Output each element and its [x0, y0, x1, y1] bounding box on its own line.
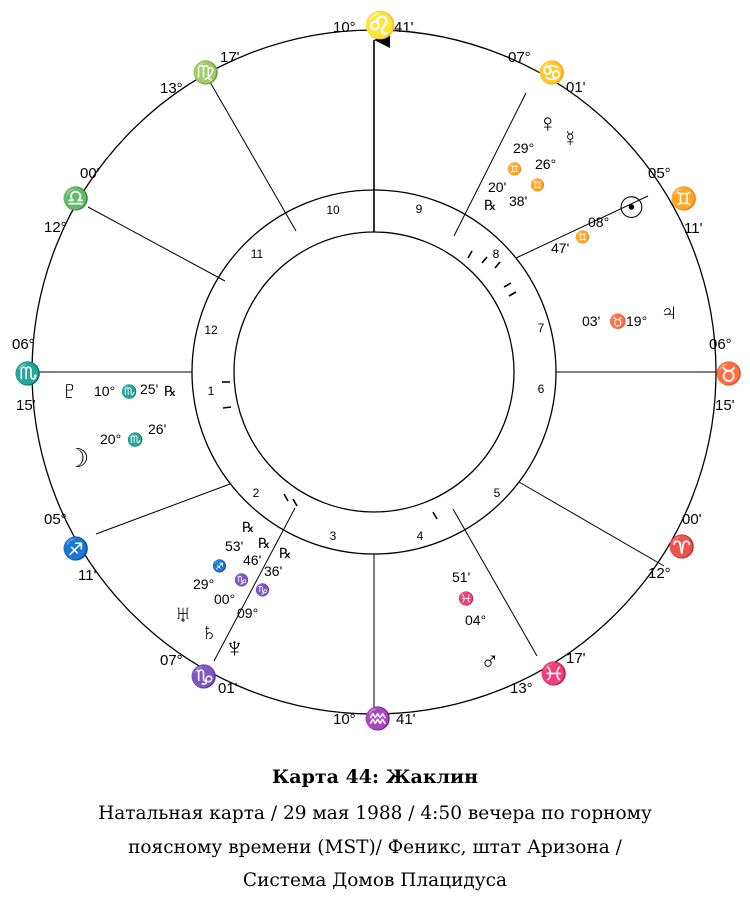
pluto-icon: ♇: [60, 375, 80, 405]
house-numbers: [204, 202, 544, 543]
uranus-retrograde-icon: ℞: [242, 519, 255, 535]
jupiter-degree: 19°: [626, 313, 648, 329]
cusp-labels: [12, 10, 742, 731]
mercury-degree: 26°: [535, 156, 557, 172]
house-number-5: 5: [493, 486, 501, 500]
cusp9-minutes: 17': [220, 49, 240, 66]
gemini-sign-icon: ♊: [670, 186, 698, 211]
aquarius-sign-icon: ♒: [364, 706, 392, 731]
cusp6-minutes: 11': [78, 567, 97, 584]
neptune-retrograde-icon: ℞: [279, 545, 292, 561]
house-number-4: 4: [416, 529, 424, 543]
moon-minutes: 26': [148, 421, 167, 437]
pluto-sign: ♏: [121, 384, 138, 399]
sun-degree: 08°: [588, 214, 610, 230]
mars-degree: 04°: [465, 612, 487, 628]
sun-sign: ♊: [575, 230, 590, 244]
house-number-1: 1: [207, 384, 215, 398]
cusp5-minutes: 01': [218, 680, 238, 697]
cusp9-degree: 13°: [160, 80, 183, 97]
pluto-retrograde-icon: ℞: [164, 383, 177, 399]
mars-icon: ♂: [480, 646, 500, 676]
ic-minutes: 41': [396, 711, 416, 728]
house-number-2: 2: [252, 486, 260, 500]
cusp2-minutes: 00': [682, 511, 702, 528]
dsc-degree: 06°: [12, 336, 35, 353]
saturn-degree: 00°: [214, 591, 236, 607]
jupiter-sign: ♉: [609, 313, 627, 329]
asc-minutes: 15': [715, 397, 735, 414]
neptune-minutes: 36': [264, 563, 283, 579]
house-number-6: 6: [537, 382, 545, 396]
cusp8-minutes: 00': [80, 165, 100, 182]
house-number-7: 7: [537, 321, 545, 335]
uranus-degree: 29°: [193, 576, 215, 592]
pluto-degree: 10°: [94, 383, 116, 399]
planets-lower-right: [452, 569, 500, 676]
planets-lower-left: [174, 519, 292, 663]
chart-title: Карта 44: Жаклин: [271, 766, 478, 788]
uranus-icon: ♅: [174, 601, 192, 628]
aries-sign-icon: ♈: [668, 534, 696, 559]
chart-subtitle-line-2: поясному времени (MST)/ Феникс, штат Аризона /: [128, 837, 622, 858]
cusp11-minutes: 01': [566, 79, 586, 96]
leo-sign-icon: ♌: [364, 10, 397, 40]
venus-minutes: 20': [488, 179, 507, 195]
chart-subtitle-line-1: Натальная карта / 29 мая 1988 / 4:50 вечера по горному: [98, 803, 652, 824]
cusp2-degree: 12°: [648, 565, 671, 582]
mercury-sign: ♊: [530, 178, 545, 192]
house-number-8: 8: [492, 247, 500, 261]
libra-sign-icon: ♎: [62, 186, 90, 211]
neptune-sign: ♑: [255, 583, 270, 597]
house-number-12: 12: [204, 323, 218, 337]
cusp5-degree: 07°: [160, 652, 183, 669]
cusp3-degree: 13°: [510, 680, 533, 697]
sun-minutes: 47': [551, 240, 570, 256]
middle-ring: [192, 190, 556, 554]
moon-degree: 20°: [100, 431, 122, 447]
cusp12-degree: 05°: [648, 165, 671, 182]
pisces-sign-icon: ♓: [540, 661, 568, 686]
planets-left: [60, 375, 177, 473]
mc-minutes: 41': [394, 19, 414, 36]
cusp12-minutes: 11': [684, 220, 703, 237]
inner-ring: [234, 232, 514, 512]
capricorn-sign-icon: ♑: [190, 664, 218, 689]
cusp11-degree: 07°: [508, 49, 531, 66]
venus-icon: ♀: [538, 108, 558, 138]
house-number-9: 9: [415, 202, 423, 216]
mc-degree: 10°: [333, 19, 356, 36]
neptune-icon: ♆: [224, 632, 245, 663]
neptune-degree: 09°: [237, 605, 259, 621]
uranus-sign: ♐: [212, 559, 227, 573]
dsc-minutes: 15': [16, 397, 36, 414]
jupiter-minutes: 03': [582, 313, 601, 329]
jupiter-icon: ♃: [660, 299, 678, 326]
house-number-11: 11: [250, 247, 264, 261]
saturn-sign: ♑: [234, 573, 249, 587]
venus-retrograde-icon: ℞: [484, 197, 497, 213]
asc-degree: 06°: [709, 336, 732, 353]
scorpio-sign-icon: ♏: [14, 361, 42, 386]
mars-minutes: 51': [452, 569, 471, 585]
mars-sign: ♓: [458, 591, 475, 606]
planets-upper-right: [484, 108, 678, 330]
cusp6-degree: 05°: [44, 511, 67, 528]
virgo-sign-icon: ♍: [192, 60, 220, 85]
planet-position-ticks: [222, 251, 516, 519]
cusp8-degree: 12°: [44, 219, 67, 236]
mercury-icon: ☿: [562, 126, 579, 151]
venus-sign: ♊: [507, 162, 522, 176]
pluto-minutes: 25': [140, 381, 159, 397]
mercury-minutes: 38': [509, 193, 528, 209]
saturn-retrograde-icon: ℞: [258, 535, 271, 551]
sun-icon: ☉: [618, 192, 645, 225]
venus-degree: 29°: [513, 140, 535, 156]
house-number-10: 10: [326, 203, 340, 217]
sagittarius-sign-icon: ♐: [62, 536, 90, 561]
saturn-icon: ♄: [200, 619, 218, 646]
uranus-minutes: 53': [225, 538, 244, 554]
ic-degree: 10°: [333, 711, 356, 728]
saturn-minutes: 46': [243, 552, 262, 568]
moon-sign: ♏: [127, 432, 144, 447]
house-number-3: 3: [329, 529, 337, 543]
chart-subtitle-line-3: Система Домов Плацидуса: [242, 870, 508, 891]
cusp3-minutes: 17': [566, 650, 586, 667]
cancer-sign-icon: ♋: [538, 60, 566, 85]
moon-icon: ☽: [66, 443, 90, 473]
taurus-sign-icon: ♉: [715, 361, 743, 386]
